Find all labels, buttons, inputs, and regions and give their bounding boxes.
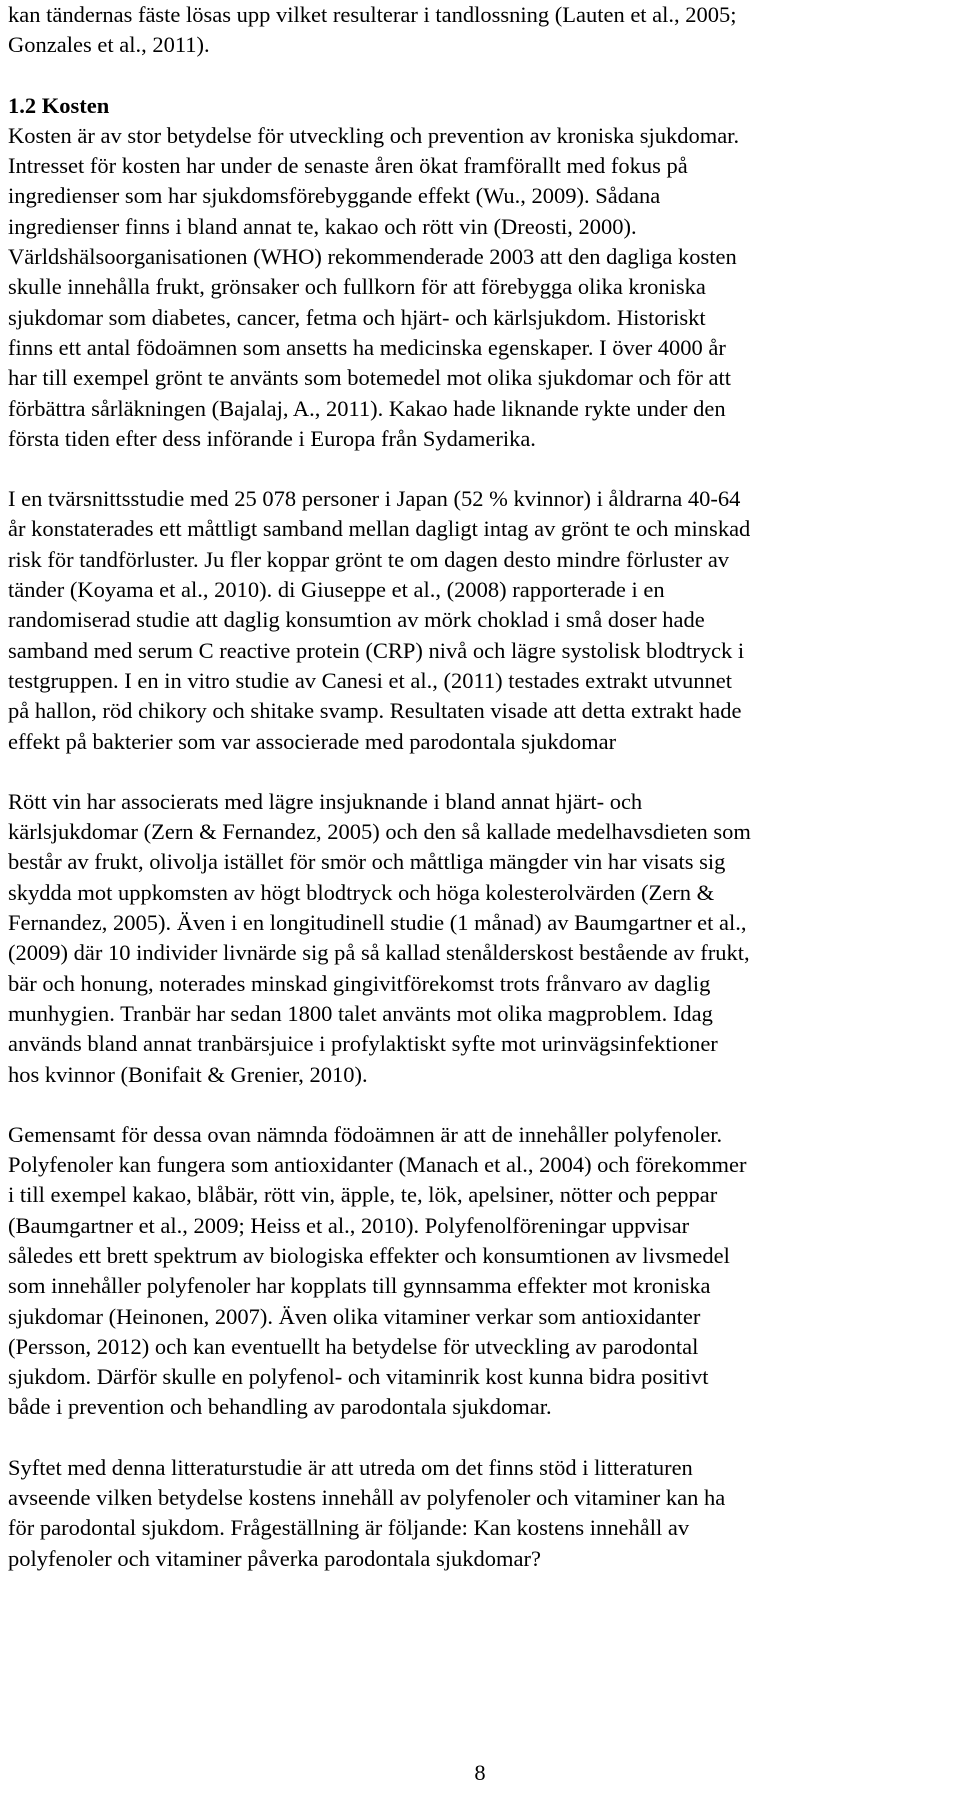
text-line: förbättra sårläkningen (Bajalaj, A., 2011). Kakao hade liknande rykte under den	[8, 395, 726, 421]
text-line: ingredienser finns i bland annat te, kakao och rött vin (Dreosti, 2000).	[8, 213, 637, 239]
text-line: består av frukt, olivolja istället för smör och måttliga mängder vin har visats sig	[8, 849, 726, 875]
text-line: finns ett antal födoämnen som ansetts ha medicinska egenskaper. I över 4000 år	[8, 334, 726, 360]
section-heading	[8, 91, 958, 121]
intro-paragraph	[8, 0, 958, 61]
heading-text: 1.2 Kosten	[8, 92, 110, 118]
text-line: första tiden efter dess införande i Europa från Sydamerika.	[8, 425, 536, 451]
text-line: effekt på bakterier som var associerade med parodontala sjukdomar	[8, 728, 617, 754]
text-line: polyfenoler och vitaminer påverka parodontala sjukdomar?	[8, 1545, 541, 1571]
paragraph-gap	[8, 1090, 958, 1120]
text-line: munhygien. Tranbär har sedan 1800 talet använts mot olika magproblem. Idag	[8, 1000, 713, 1026]
text-line: kärlsjukdomar (Zern & Fernandez, 2005) och den så kallade medelhavsdieten som	[8, 819, 751, 845]
text-line: Världshälsoorganisationen (WHO) rekommenderade 2003 att den dagliga kosten	[8, 244, 737, 270]
text-line: på hallon, röd chikory och shitake svamp. Resultaten visade att detta extrakt hade	[8, 698, 742, 724]
text-line: har till exempel grönt te använts som botemedel mot olika sjukdomar och för att	[8, 365, 731, 391]
text-line: Fernandez, 2005). Även i en longitudinell studie (1 månad) av Baumgartner et al.,	[8, 910, 747, 936]
text-line: både i prevention och behandling av parodontala sjukdomar.	[8, 1394, 552, 1420]
page-number: 8	[474, 1760, 486, 1785]
text-line: sjukdomar (Heinonen, 2007). Även olika vitaminer verkar som antioxidanter	[8, 1303, 701, 1329]
text-line: Gonzales et al., 2011).	[8, 32, 210, 58]
text-line: testgruppen. I en in vitro studie av Canesi et al., (2011) testades extrakt utvunnet	[8, 667, 732, 693]
text-line: risk för tandförluster. Ju fler koppar grönt te om dagen desto mindre förluster av	[8, 546, 730, 572]
paragraph-gap	[8, 1423, 958, 1453]
text-line: används bland annat tranbärsjuice i profylaktiskt syfte mot urinvägsinfektioner	[8, 1031, 718, 1057]
text-line: Gemensamt för dessa ovan nämnda födoämnen är att de innehåller polyfenoler.	[8, 1121, 723, 1147]
text-line: (Baumgartner et al., 2009; Heiss et al., 2010). Polyfenolföreningar uppvisar	[8, 1212, 690, 1238]
text-line: samband med serum C reactive protein (CRP) nivå och lägre systolisk blodtryck i	[8, 637, 745, 663]
text-line: sjukdom. Därför skulle en polyfenol- och vitaminrik kost kunna bidra positivt	[8, 1364, 709, 1390]
text-line: kan tändernas fäste lösas upp vilket resulterar i tandlossning (Lauten et al., 2005;	[8, 2, 737, 27]
text-line: (Persson, 2012) och kan eventuellt ha betydelse för utveckling av parodontal	[8, 1333, 699, 1359]
text-line: bär och honung, noterades minskad gingivitförekomst trots frånvaro av daglig	[8, 970, 711, 996]
paragraph-polyphenols	[8, 1120, 958, 1423]
paragraph-gap	[8, 454, 958, 484]
text-line: sjukdomar som diabetes, cancer, fetma och hjärt- och kärlsjukdom. Historiskt	[8, 304, 706, 330]
text-line: år konstaterades ett måttligt samband mellan dagligt intag av grönt te och minskad	[8, 516, 751, 542]
paragraph-gap	[8, 757, 958, 787]
text-line: Syftet med denna litteraturstudie är att utreda om det finns stöd i litteraturen	[8, 1454, 693, 1480]
text-line: (2009) där 10 individer livnärde sig på så kallad stenålderskost bestående av frukt,	[8, 940, 750, 966]
text-line: som innehåller polyfenoler har kopplats till gynnsamma effekter mot kroniska	[8, 1273, 711, 1299]
text-line: skydda mot uppkomsten av högt blodtryck och höga kolesterolvärden (Zern &	[8, 879, 715, 905]
paragraph-red-wine	[8, 787, 958, 1090]
document-page	[8, 0, 958, 1574]
text-line: skulle innehålla frukt, grönsaker och fullkorn för att förebygga olika kroniska	[8, 274, 706, 300]
text-line: i till exempel kakao, blåbär, rött vin, äpple, te, lök, apelsiner, nötter och peppar	[8, 1182, 718, 1208]
text-line: I en tvärsnittsstudie med 25 078 personer i Japan (52 % kvinnor) i åldrarna 40-64	[8, 486, 741, 512]
text-line: randomiserad studie att daglig konsumtion av mörk choklad i små doser hade	[8, 607, 705, 633]
paragraph-diet-importance	[8, 121, 958, 454]
paragraph-aim	[8, 1453, 958, 1574]
paragraph-green-tea-studies	[8, 484, 958, 757]
text-line: Kosten är av stor betydelse för utveckling och prevention av kroniska sjukdomar.	[8, 122, 740, 148]
text-line: för parodontal sjukdom. Frågeställning är följande: Kan kostens innehåll av	[8, 1515, 690, 1541]
paragraph-gap	[8, 61, 958, 91]
text-line: tänder (Koyama et al., 2010). di Giuseppe et al., (2008) rapporterade i en	[8, 577, 665, 603]
text-line: Polyfenoler kan fungera som antioxidanter (Manach et al., 2004) och förekommer	[8, 1152, 747, 1178]
text-line: hos kvinnor (Bonifait & Grenier, 2010).	[8, 1061, 368, 1087]
text-line: Intresset för kosten har under de senaste åren ökat framförallt med fokus på	[8, 153, 688, 179]
text-line: ingredienser som har sjukdomsförebyggande effekt (Wu., 2009). Sådana	[8, 183, 661, 209]
text-line: således ett brett spektrum av biologiska effekter och konsumtionen av livsmedel	[8, 1242, 730, 1268]
text-line: avseende vilken betydelse kostens innehåll av polyfenoler och vitaminer kan ha	[8, 1485, 726, 1511]
text-line: Rött vin har associerats med lägre insjuknande i bland annat hjärt- och	[8, 788, 643, 814]
